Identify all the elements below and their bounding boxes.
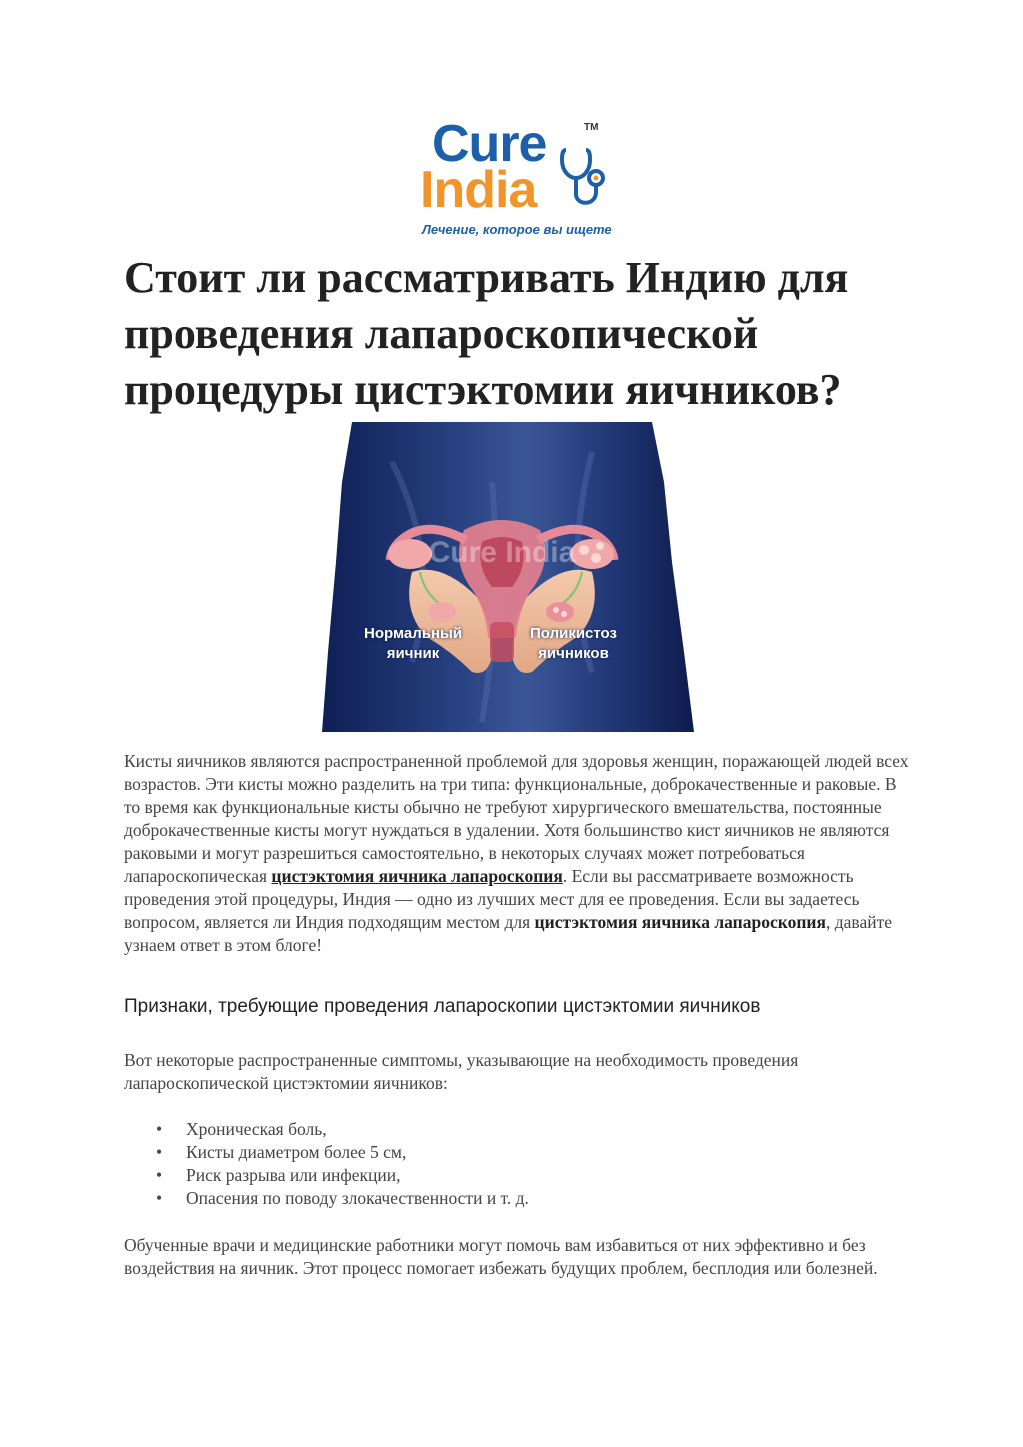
intro-paragraph — [124, 750, 914, 957]
label-normal-line1: Нормальный — [364, 625, 463, 642]
intro-text-2: . Если вы рассматриваете возможность проведения этой процедуры, Индия — одно из лучших мест для ее проведения. Если вы задаетесь вопросом, является ли Индия подходящим местом для — [124, 866, 860, 932]
logo-word-india: India — [420, 161, 537, 219]
trademark-mark: TM — [584, 122, 599, 133]
watermark: Cure India — [428, 536, 576, 569]
intro-text-3: , давайте узнаем ответ в этом блоге! — [124, 912, 892, 955]
procedure-bold: цистэктомия яичника лапароскопия — [534, 912, 826, 932]
list-item: • Хроническая боль, — [124, 1118, 529, 1141]
procedure-link[interactable]: цистэктомия яичника лапароскопия — [271, 866, 563, 886]
label-polycystic-line1: Поликистоз — [530, 625, 617, 642]
list-item: • Опасения по поводу злокачественности и т. д. — [124, 1187, 529, 1210]
symptoms-list — [124, 1118, 529, 1210]
label-normal-ovary — [364, 624, 462, 664]
closing-paragraph: Обученные врачи и медицинские работники могут помочь вам избавиться от них эффективно и без воздействия на яичник. Этот процесс помогает избежать будущих проблем, бесплодия или болезней. — [124, 1235, 878, 1278]
label-polycystic-line2: яичников — [538, 645, 609, 662]
list-item: • Кисты диаметром более 5 см, — [124, 1141, 529, 1164]
stethoscope-icon — [558, 146, 608, 216]
hero-image — [292, 422, 712, 732]
logo-word-cure: Cure — [432, 115, 547, 173]
symptoms-intro: Вот некоторые распространенные симптомы, указывающие на необходимость проведения лапароскопической цистэктомии яичников: — [124, 1050, 799, 1093]
logo — [418, 115, 612, 242]
section-heading: Признаки, требующие проведения лапароскопии цистэктомии яичников — [124, 996, 761, 1017]
intro-text-1: Кисты яичников являются распространенной проблемой для здоровья женщин, поражающей людей всех возрастов. Эти кисты можно разделить на три типа: функциональные, доброкачественные и раковые. В то время как функциональные кисты обычно не требуют хирургического вмешательства, постоянные доброкачественные кисты могут нуждаться в удалении. Хотя большинство кист яичников не являются раковыми и могут разрешиться самостоятельно, в некоторых случаях может потребоваться лапароскопическая — [124, 751, 909, 886]
logo-tagline: Лечение, которое вы ищете — [422, 222, 612, 237]
page-title: Стоит ли рассматривать Индию для проведения лапароскопической процедуры цистэктомии яичников? — [124, 253, 849, 414]
label-normal-line2: яичник — [386, 645, 440, 662]
label-polycystic — [530, 624, 617, 664]
list-item: • Риск разрыва или инфекции, — [124, 1164, 529, 1187]
ovary-illustration — [292, 422, 712, 732]
